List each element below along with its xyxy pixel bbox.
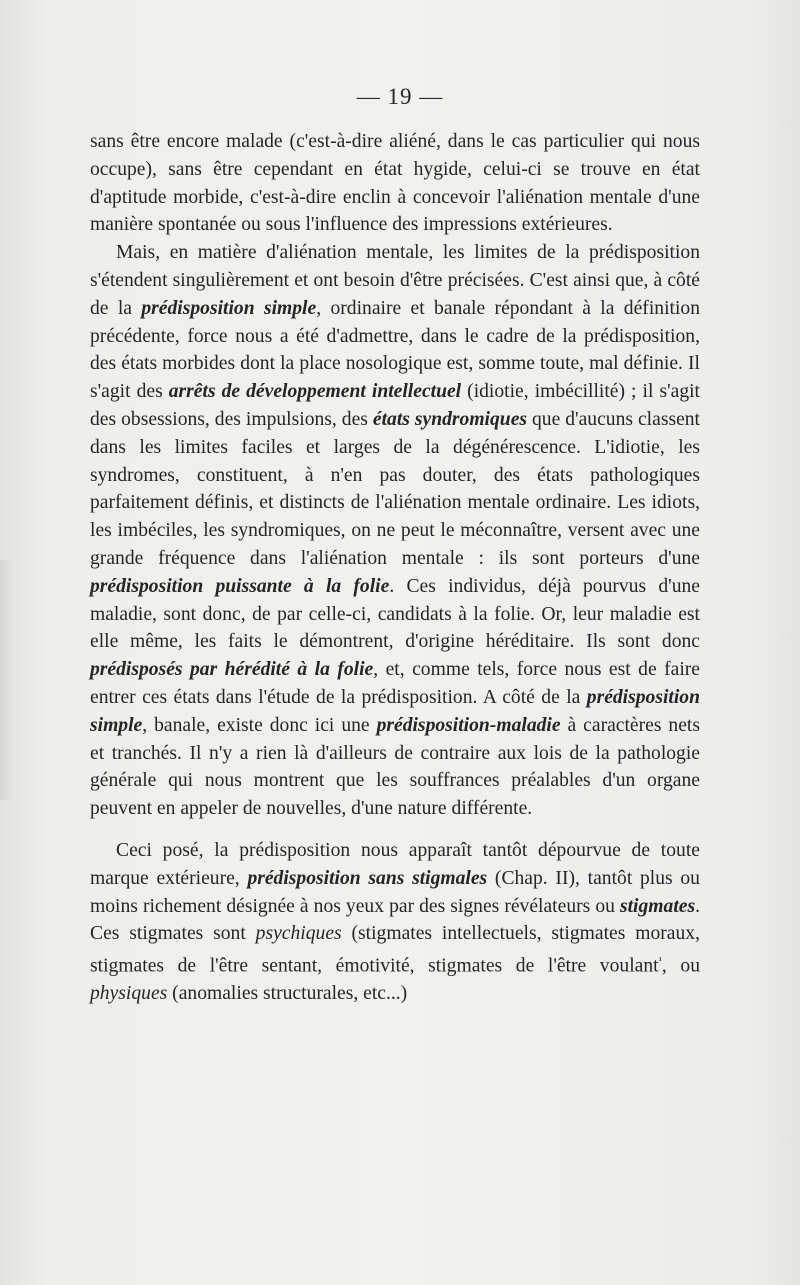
text-run: (idiotie, imbécillité) ; il s'agit des obsessions, des impulsions, des [90,381,700,430]
text-run: Ceci posé, la prédisposition nous apparaît tantôt dépourvue de toute marque extérieure, [90,839,700,889]
text-run: , ordinaire et banale répondant à la définition précédente, force nous a été d'admettre, dans le cadre de la prédisposition, des états morbides dont la place nosologique est, somme toute, mal définie. Il s'agit des [90,297,700,403]
emphasis-run: prédisposition sans stigmales [247,867,488,889]
emphasis-run: stigmates [619,895,696,917]
text-run: . Ces individus, déjà pourvus d'une maladie, sont donc, de par celle-ci, candidats à la folie. Or, leur maladie est elle même, les faits le démontrent, d'origine héréditaire. Ils sont donc [90,575,700,653]
text-run: (stigmates intellectuels, stigmates moraux, stigmates de l'être sentant, émotivité, stigmates de l'être voulant [90,923,700,977]
paragraph [90,239,700,823]
page-number: — 19 — [356,84,444,109]
emphasis-run: prédisposition simple [90,686,700,736]
text-run: que d'aucuns classent dans les limites faciles et larges de la dégénérescence. L'idiotie, les syndromes, constituent, à n'en pas douter, des états pathologiques parfaitement définis, et distincts de l'aliénation mentale ordinaire. Les idiots, les imbéciles, les syndromiques, on ne peut le méconnaître, versent avec une grande fréquence dans l'aliénation mentale : ils sont porteurs d'une [90,408,701,569]
text-run: , ou [661,955,701,977]
emphasis-run: psychiques [255,923,342,945]
emphasis-run: physiques [90,983,168,1005]
emphasis-run: prédisposition simple [141,297,317,319]
text-run: , banale, existe donc ici une [142,714,377,736]
emphasis-run: prédisposition puissante à la folie [90,575,390,597]
page-fold-shadow [0,560,14,800]
emphasis-run: prédisposés par hérédité à la folie [90,659,374,681]
paragraph [90,837,700,1008]
emphasis-run: ¹ [658,955,662,968]
text-run: (Chap. II), tantôt plus ou moins richement désignée à nos yeux par des signes révélateurs ou [90,867,700,917]
emphasis-run: états syndromiques [372,408,528,430]
paragraph [90,128,700,239]
text-run: (anomalies structurales, etc...) [167,983,408,1005]
text-run: à caractères nets et tranchés. Il n'y a rien là d'ailleurs de contraire aux lois de la pathologie générale qui nous montrent que les souffrances préalables d'un organe peuvent en appeler de nouvelles, d'une nature différente. [90,714,700,820]
text-run: Mais, en matière d'aliénation mentale, les limites de la prédisposition s'étendent singulièrement et ont besoin d'être précisées. C'est ainsi que, à côté de la [90,242,700,319]
emphasis-run: prédisposition-maladie [376,714,561,736]
body-text [90,128,700,1008]
text-run: , et, comme tels, force nous est de faire entrer ces états dans l'étude de la prédisposition. A côté de la [90,659,700,708]
text-run: sans être encore malade (c'est-à-dire aliéné, dans le cas particulier qui nous occupe), sans être cependant en état hygide, celui-ci se trouve en état d'aptitude morbide, c'est-à-dire enclin à concevoir l'aliénation mentale d'une manière spontanée ou sous l'influence des impressions extérieures. [90,131,700,236]
text-run: . Ces stigmates sont [90,895,700,945]
emphasis-run: arrêts de développement intellectuel [168,381,462,403]
